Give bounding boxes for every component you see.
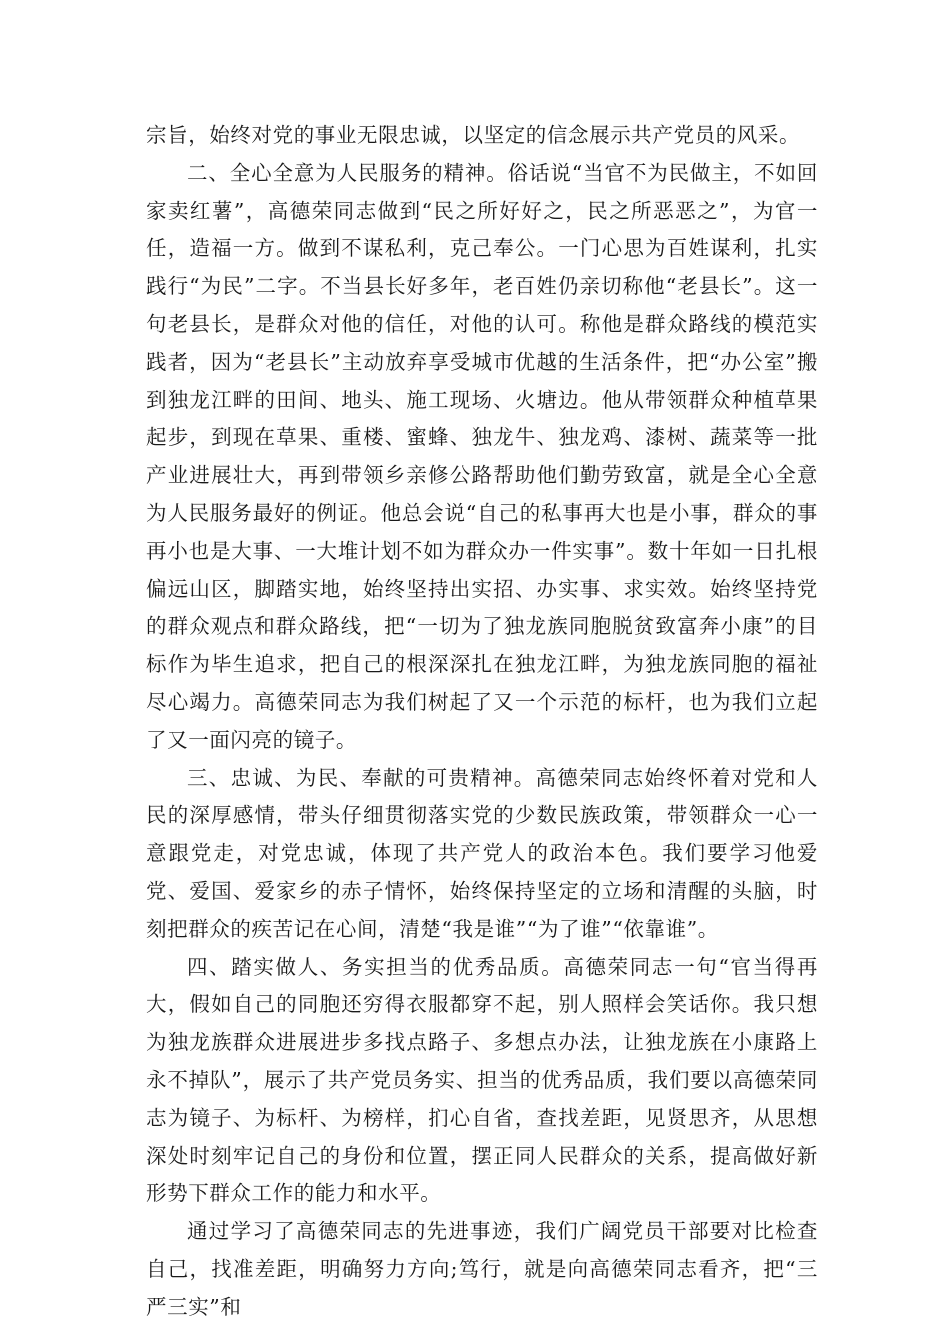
paragraph-section-four: 四、踏实做人、务实担当的优秀品质。高德荣同志一句“官当得再大，假如自己的同胞还穷得衣服都穿不起，别人照样会笑话你。我只想为独龙族群众进展进步多找点路子、多想点办法，让独龙族在小康路上永不掉队”，展示了共产党员务实、担当的优秀品质，我们要以高德荣同志为镜子、为标杆、为榜样，扪心自省，查找差距，见贤思齐，从思想深处时刻牢记自己的身份和位置，摆正同人民群众的关系，提高做好新形势下群众工作的能力和水平。	[146, 954, 818, 1206]
paragraph-conclusion: 通过学习了高德荣同志的先进事迹，我们广阔党员干部要对比检查自己，找准差距，明确努力方向;笃行，就是向高德荣同志看齐，把“三严三实”和	[146, 1219, 818, 1319]
document-body	[146, 117, 818, 1327]
paragraph-continuation: 宗旨，始终对党的事业无限忠诚，以坚定的信念展示共产党员的风采。	[146, 123, 801, 147]
paragraph-section-three: 三、忠诚、为民、奉献的可贵精神。高德荣同志始终怀着对党和人民的深厚感情，带头仔细贯彻落实党的少数民族政策，带领群众一心一意跟党走，对党忠诚，体现了共产党人的政治本色。我们要学习他爱党、爱国、爱家乡的赤子情怀，始终保持坚定的立场和清醒的头脑，时刻把群众的疾苦记在心间，清楚“我是谁”“为了谁”“依靠谁”。	[146, 765, 818, 941]
paragraph-section-two: 二、全心全意为人民服务的精神。俗话说“当官不为民做主，不如回家卖红薯”，高德荣同志做到“民之所好好之，民之所恶恶之”，为官一任，造福一方。做到不谋私利，克己奉公。一门心思为百姓谋利，扎实践行“为民”二字。不当县长好多年，老百姓仍亲切称他“老县长”。这一句老县长，是群众对他的信任，对他的认可。称他是群众路线的模范实践者，因为“老县长”主动放弃享受城市优越的生活条件，把“办公室”搬到独龙江畔的田间、地头、施工现场、火塘边。他从带领群众种植草果起步，到现在草果、重楼、蜜蜂、独龙牛、独龙鸡、漆树、蔬菜等一批产业进展壮大，再到带领乡亲修公路帮助他们勤劳致富，就是全心全意为人民服务最好的例证。他总会说“自己的私事再大也是小事，群众的事再小也是大事、一大堆计划不如为群众办一件实事”。数十年如一日扎根偏远山区，脚踏实地，始终坚持出实招、办实事、求实效。始终坚持党的群众观点和群众路线，把“一切为了独龙族同胞脱贫致富奔小康”的目标作为毕生追求，把自己的根深深扎在独龙江畔，为独龙族同胞的福祉尽心竭力。高德荣同志为我们树起了又一个示范的标杆，也为我们立起了又一面闪亮的镜子。	[146, 160, 818, 752]
